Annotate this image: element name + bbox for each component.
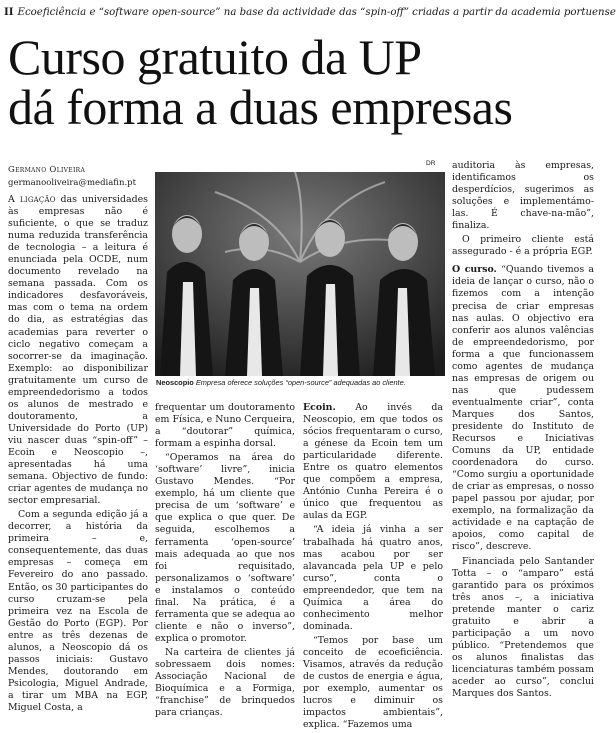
column-2 [155, 402, 295, 719]
paragraph: “A ideia já vinha a ser trabalhada há quatro anos, mas acabou por ser alavancada pela UP e pelo curso”, conta o empreendedor, que tem na Química a área do conhecimento melhor dominada. [303, 524, 443, 632]
headline [8, 29, 598, 135]
paragraph: Ecoin. Ao invés da Neoscopio, em que todos os sócios frequentaram o curso, a génese da Ecoin tem um particularidade diferente. Entre os quatro elementos que compõem a empresa, António Cunha Pereira é o único que frequentou as aulas da EGP. [303, 402, 443, 522]
column-1 [8, 194, 148, 713]
author-name: Germano Oliveira [8, 165, 86, 175]
photo-credit: DR [426, 160, 436, 167]
paragraph: O primeiro cliente está assegurado - é a própria EGP. [452, 234, 594, 258]
column-4 [452, 160, 594, 715]
paragraph: “Operamos na área do ‘software’ livre”, inicia Gustavo Mendes. “Por exemplo, há um cliente que precisa de um ‘software’ e que explica o que quer. De seguida, escolhemos a ferramenta ‘open-source’ mais adequada ao que nos foi requisitado, personalizamos o ‘software’ e instalamos o conteúdo final. Na prática, é a ferramenta que se adequa ao cliente e não o inverso”, explica o promotor. [155, 452, 295, 644]
kicker-text: Ecoeficiência e “software open-source” na base da actividade das “spin-off” criadas a partir da academia portuense [17, 7, 616, 18]
lead-in: A ligação [8, 194, 56, 205]
photo [155, 172, 445, 376]
paragraph: frequentar um doutoramento em Física, e Nuno Cerqueira, a “doutorar” química, formam a espinha dorsal. [155, 402, 295, 450]
paragraph: Com a segunda edição já a decorrer, a história da primeira – e, consequentemente, das duas empresas – começa em Fevereiro do ano passado. Então, os 30 participantes do curso cruzam-se pela primeira vez na Escola de Gestão do Porto (EGP). Por entre as três dezenas de alunos, a Neoscopio dá os passos iniciais: Gustavo Mendes, doutorando em Psicologia, Miguel Andrade, a tirar um MBA na EGP, Miguel Costa, a [8, 509, 148, 713]
lead-in: O curso. [452, 264, 497, 276]
paragraph: A ligação das universidades às empresas não é suficiente, o que se traduz numa reduzida transferência de tecnologia – a leitura é enunciada pela OCDE, num documento revelado na semana passada. Com os indicadores desfavoráveis, mas com o tema na ordem do dia, as estratégias das academias para reverter o ciclo negativo começam a socorrer-se da imaginação. Exemplo: ao disponibilizar gratuitamente um curso de empreendedorismo a todos os alunos de mestrado e doutoramento, a Universidade do Porto (UP) viu nascer duas “spin-off” – Ecoin e Neoscopio –, apresentadas há uma semana. Objectivo de fundo: criar agentes de mudança no sector empresarial. [8, 194, 148, 507]
headline-line-1: Curso gratuito da UP [8, 29, 422, 85]
byline [8, 164, 136, 190]
section-mark: II [4, 6, 14, 18]
column-3 [303, 402, 443, 731]
photo-caption [156, 378, 446, 387]
paragraph: Na carteira de clientes já sobressaem dois nomes: Associação Nacional de Bioquímica e a Formiga, “franchise” de brinquedos para crianças. [155, 646, 295, 719]
lead-in: Ecoin. [303, 402, 336, 413]
author-email[interactable]: germanooliveira@mediafin.pt [8, 178, 137, 188]
caption-label: Neoscopio [156, 378, 194, 387]
paragraph: Financiada pelo Santander Totta – o “amparo” está garantido para os próximos três anos –, a iniciativa pretende manter o cariz gratuito e abrir a participação a um novo público. “Pretendemos que os alunos finalistas das licenciaturas também possam aceder ao curso”, conclui Marques dos Santos. [452, 555, 594, 700]
caption-text: Empresa oferece soluções “open-source” adequadas ao cliente. [193, 378, 406, 387]
paragraph: auditoria às empresas, identificamos os desperdícios, sugerimos as soluções e implementámo-las. É chave-na-mão”, finaliza. [452, 160, 594, 232]
paragraph: “Temos por base um conceito de ecoeficiência. Visamos, através da redução de custos de energia e água, por exemplo, aumentar os lucros e diminuir os impactos ambientais”, explica. “Fazemos uma [303, 634, 443, 731]
headline-line-2: dá forma a duas empresas [8, 79, 513, 135]
photo-image [155, 172, 445, 376]
kicker [4, 6, 616, 18]
paragraph: O curso. “Quando tivemos a ideia de lançar o curso, não o fizemos com a intenção precisa de criar empresas nas aulas. O objectivo era conferir aos alunos valências de empreendedorismo, por forma a que funcionassem como agentes de mudança nas empresas de origem ou nas que pudessem eventualmente criar”, conta Marques dos Santos, presidente do Instituto de Recursos e Iniciativas Comuns da UP, entidade coordenadora do curso. “Como surgiu a oportunidade de criar as empresas, o nosso papel passou por ajudar, por exemplo, na formalização da actividade e na captação de apoios, como capital de risco”, descreve. [452, 264, 594, 553]
